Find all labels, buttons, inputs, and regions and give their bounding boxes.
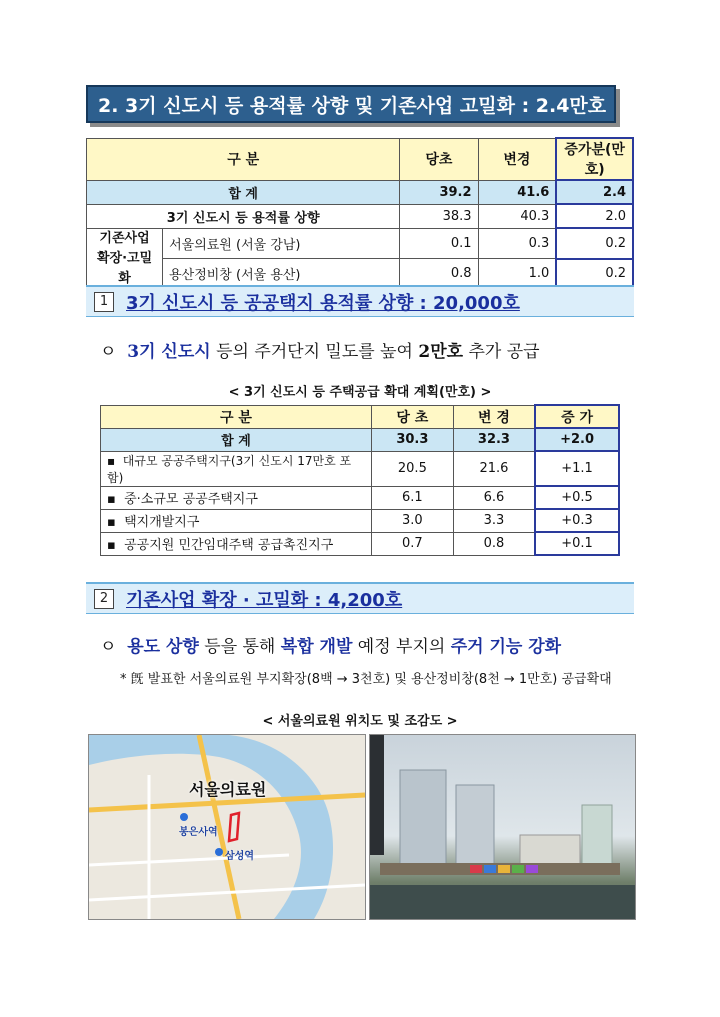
bullet-text: 예정 부지의 bbox=[357, 637, 446, 657]
table-row bbox=[101, 451, 620, 486]
building bbox=[456, 785, 494, 865]
row-after: 3.3 bbox=[453, 509, 535, 532]
table-header-row bbox=[101, 405, 620, 428]
row-label: 서울의료원 (서울 강남) bbox=[163, 228, 400, 259]
facade-accent bbox=[512, 865, 524, 873]
row-before: 0.7 bbox=[371, 532, 453, 555]
row-before: 3.0 bbox=[371, 509, 453, 532]
total-after: 41.6 bbox=[478, 180, 556, 204]
section-header-2 bbox=[86, 582, 634, 614]
section-title: 기존사업 확장 · 고밀화 : 4,200호 bbox=[126, 589, 403, 611]
bullet-highlight: 3기 신도시 bbox=[127, 342, 211, 362]
facade-accent bbox=[498, 865, 510, 873]
section1-bullet bbox=[100, 337, 540, 362]
row-label: ▪ 택지개발지구 bbox=[101, 509, 372, 532]
header-category: 구 분 bbox=[87, 138, 400, 180]
row-label: ▪ 공공지원 민간임대주택 공급촉진지구 bbox=[101, 532, 372, 555]
page-title: 2. 3기 신도시 등 용적률 상향 및 기존사업 고밀화 : 2.4만호 bbox=[86, 85, 616, 123]
total-before: 30.3 bbox=[371, 428, 453, 451]
rendering-graphic bbox=[370, 735, 635, 919]
section2-bullet bbox=[100, 632, 561, 657]
row-increase: 2.0 bbox=[556, 204, 633, 228]
bullet-text: 등을 통해 bbox=[204, 637, 276, 657]
bullet-highlight: 용도 상향 bbox=[127, 637, 199, 657]
supply-plan-table bbox=[100, 404, 620, 556]
map-label-main: 서울의료원 bbox=[189, 780, 267, 799]
row-label-text: 공공지원 민간임대주택 공급촉진지구 bbox=[124, 538, 334, 553]
header-increase: 증가분(만호) bbox=[556, 138, 633, 180]
building bbox=[582, 805, 612, 865]
station-marker bbox=[180, 813, 188, 821]
table-header-row bbox=[87, 138, 634, 180]
row-before: 20.5 bbox=[371, 451, 453, 486]
map-label-station1: 봉은사역 bbox=[179, 827, 218, 838]
bullet-marker: ㅇ bbox=[100, 637, 117, 657]
table-row bbox=[101, 532, 620, 555]
row-after: 6.6 bbox=[453, 486, 535, 509]
figure-caption: < 서울의료원 위치도 및 조감도 > bbox=[262, 714, 458, 729]
row-label: ▪ 대규모 공공주택지구(3기 신도시 17만호 포함) bbox=[101, 451, 372, 486]
summary-table bbox=[86, 137, 634, 290]
table-row bbox=[101, 486, 620, 509]
section-title: 3기 신도시 등 공공택지 용적률 상향 : 20,000호 bbox=[126, 292, 520, 314]
row-after: 21.6 bbox=[453, 451, 535, 486]
header-before: 당 초 bbox=[371, 405, 453, 428]
row-increase: +0.5 bbox=[535, 486, 619, 509]
row-before: 38.3 bbox=[400, 204, 478, 228]
total-increase: +2.0 bbox=[535, 428, 619, 451]
group-label-line2: 확장·고밀화 bbox=[96, 250, 153, 286]
row-after: 40.3 bbox=[478, 204, 556, 228]
total-increase: 2.4 bbox=[556, 180, 633, 204]
table-row bbox=[101, 509, 620, 532]
row-increase: +1.1 bbox=[535, 451, 619, 486]
row-label-text: 중·소규모 공공주택지구 bbox=[124, 492, 258, 507]
row-label: 용산정비창 (서울 용산) bbox=[163, 259, 400, 290]
building bbox=[520, 835, 580, 865]
facade-accent bbox=[470, 865, 482, 873]
group-label-line1: 기존사업 bbox=[99, 230, 150, 246]
header-increase: 증 가 bbox=[535, 405, 619, 428]
bullet-highlight: 주거 기능 강화 bbox=[450, 637, 562, 657]
row-label: ▪ 중·소규모 공공주택지구 bbox=[101, 486, 372, 509]
row-label: 3기 신도시 등 용적률 상향 bbox=[87, 204, 400, 228]
header-after: 변 경 bbox=[453, 405, 535, 428]
location-map bbox=[88, 734, 366, 920]
row-before: 0.1 bbox=[400, 228, 478, 259]
total-label: 합 계 bbox=[87, 180, 400, 204]
row-before: 6.1 bbox=[371, 486, 453, 509]
row-after: 0.8 bbox=[453, 532, 535, 555]
row-after: 1.0 bbox=[478, 259, 556, 290]
total-after: 32.3 bbox=[453, 428, 535, 451]
section-number: 2 bbox=[94, 589, 114, 609]
building bbox=[400, 770, 446, 865]
station-marker bbox=[215, 848, 223, 856]
total-before: 39.2 bbox=[400, 180, 478, 204]
table-row-total bbox=[101, 428, 620, 451]
bullet-marker: ㅇ bbox=[100, 342, 117, 362]
section-number: 1 bbox=[94, 292, 114, 312]
header-after: 변경 bbox=[478, 138, 556, 180]
map-graphic bbox=[89, 735, 365, 919]
header-before: 당초 bbox=[400, 138, 478, 180]
section-header-1 bbox=[86, 285, 634, 317]
row-label-text: 대규모 공공주택지구(3기 신도시 17만호 포함) bbox=[107, 453, 352, 485]
table-row-total bbox=[87, 180, 634, 204]
header-category: 구 분 bbox=[101, 405, 372, 428]
row-increase: 0.2 bbox=[556, 259, 633, 290]
row-after: 0.3 bbox=[478, 228, 556, 259]
map-label-station2: 삼성역 bbox=[225, 851, 254, 862]
table-row bbox=[87, 228, 634, 259]
bullet-text: 등의 주거단지 밀도를 높여 bbox=[216, 342, 413, 362]
row-label-text: 택지개발지구 bbox=[124, 515, 200, 530]
bullet-highlight: 복합 개발 bbox=[280, 637, 353, 657]
river-foreground bbox=[370, 885, 635, 919]
row-increase: +0.3 bbox=[535, 509, 619, 532]
aerial-rendering bbox=[369, 734, 636, 920]
row-increase: +0.1 bbox=[535, 532, 619, 555]
row-before: 0.8 bbox=[400, 259, 478, 290]
footnote: * 旣 발표한 서울의료원 부지확장(8백 → 3천호) 및 용산정비창(8천 → 1만호) 공급확대 bbox=[120, 672, 612, 687]
facade-accent bbox=[484, 865, 496, 873]
table-caption: < 3기 신도시 등 주택공급 확대 계획(만호) > bbox=[228, 385, 492, 400]
group-label bbox=[87, 228, 163, 289]
facade-accent bbox=[526, 865, 538, 873]
bullet-tail: 추가 공급 bbox=[468, 342, 540, 362]
bullet-bold: 2만호 bbox=[418, 342, 464, 362]
total-label: 합 계 bbox=[101, 428, 372, 451]
row-increase: 0.2 bbox=[556, 228, 633, 259]
building bbox=[370, 735, 384, 855]
table-row bbox=[87, 204, 634, 228]
